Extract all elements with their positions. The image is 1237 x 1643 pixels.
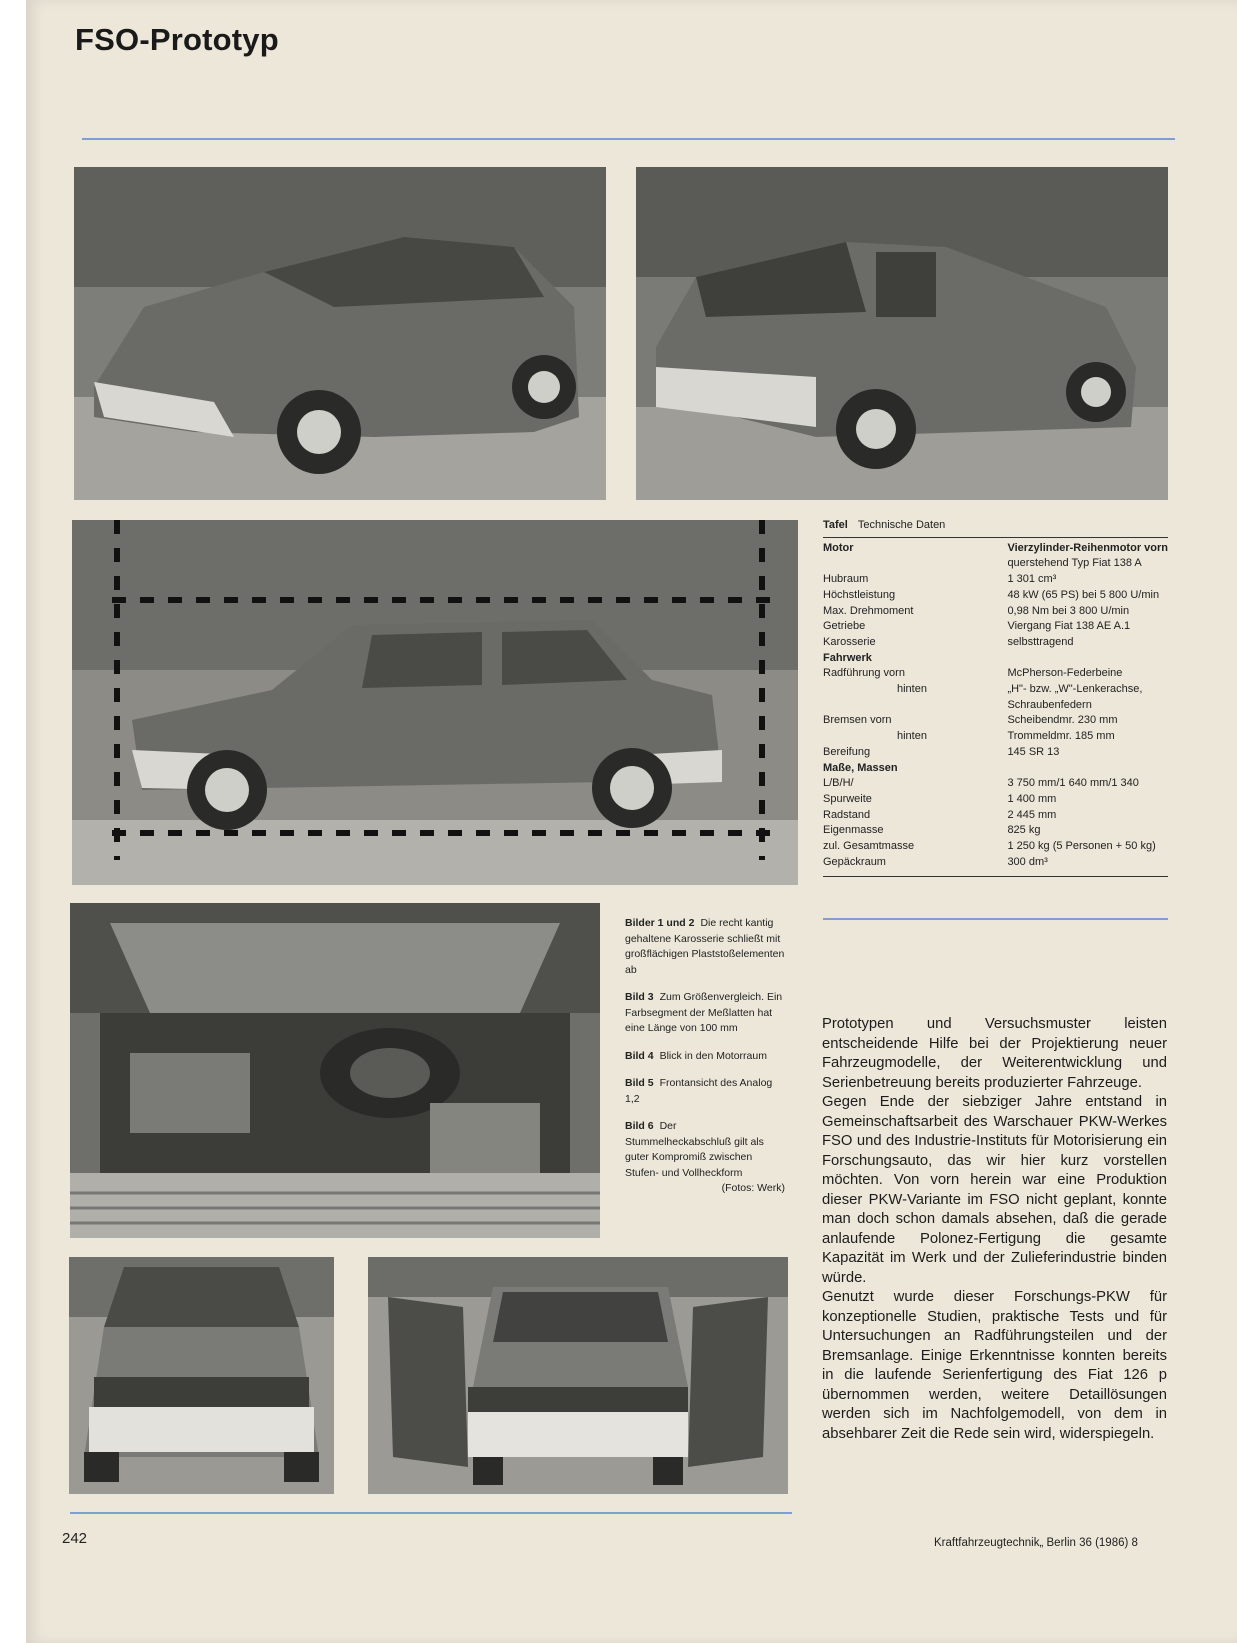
table-row-key: Bremsen vorn	[823, 714, 892, 727]
table-row-key: Motor	[823, 541, 854, 554]
table-row-value: „H"- bzw. „W"-Lenkerachse,	[1007, 683, 1143, 696]
photo-credit: (Fotos: Werk)	[721, 1182, 785, 1194]
table-row-value	[1007, 761, 1168, 777]
figure-caption-label: Bild 6	[625, 1120, 654, 1132]
table-row-key: Karosserie	[823, 635, 876, 648]
photo-car-front-3-4	[74, 167, 606, 500]
table-row	[823, 729, 1168, 745]
table-row-key: Hubraum	[823, 573, 869, 586]
photo-car-front	[69, 1257, 334, 1494]
table-row-key: hinten	[897, 730, 927, 743]
figure-caption-text: Die recht kantig gehaltene Karosserie schließt mit großflächigen Plaststoßelementen ab	[625, 917, 785, 976]
table-row	[823, 666, 1168, 682]
page-title: FSO-Prototyp	[75, 22, 279, 57]
table-row	[823, 776, 1168, 792]
table-row	[823, 651, 1168, 667]
table-row	[823, 839, 1168, 855]
table-row-value: 3 750 mm/1 640 mm/1 340	[1007, 777, 1139, 790]
table-row	[823, 823, 1168, 839]
figure-captions	[625, 916, 785, 1197]
body-paragraph: Gegen Ende der siebziger Jahre entstand in Gemeinschaftsarbeit des Warschauer PKW-Werkes FSO und des Industrie-Instituts für Motorisierung ein Forschungsauto, das wir hier kurz vorstellen möchten. Von vorn herein war eine Produktion dieser PKW-Variante im FSO nicht geplant, konnte man doch schon damals absehen, daß die gerade anlaufende Polonez-Fertigung die gesamte Kapazität im Werk und der Zulieferindustrie binden würde.	[822, 1094, 1167, 1286]
top-divider	[82, 138, 1175, 140]
footer-citation: Kraftfahrzeugtechnik„ Berlin 36 (1986) 8	[934, 1537, 1138, 1549]
table-row	[823, 619, 1168, 635]
table-row-key: Gepäckraum	[823, 855, 886, 868]
table-row-value: Viergang Fiat 138 AE A.1	[1007, 620, 1131, 633]
table-row-value	[1007, 651, 1168, 667]
table-caption	[823, 518, 1168, 534]
figure-caption	[625, 1119, 785, 1181]
bottom-divider	[70, 1512, 792, 1514]
table-caption-text: Technische Daten	[857, 519, 946, 531]
figure-caption	[625, 1076, 785, 1107]
table-row-value: 1 250 kg (5 Personen + 50 kg)	[1007, 840, 1156, 853]
table-row-key: Eigenmasse	[823, 824, 884, 837]
page-number: 242	[62, 1530, 88, 1547]
table-row-value: 2 445 mm	[1007, 808, 1057, 821]
figure-caption	[625, 916, 785, 978]
figure-caption-label: Bilder 1 und 2	[625, 917, 695, 929]
table-row-key: Radführung vorn	[823, 667, 905, 680]
table-row-key: Spurweite	[823, 792, 872, 805]
figure-caption-label: Bild 3	[625, 991, 654, 1003]
table-bottom-rule	[823, 876, 1168, 877]
table-row-key: zul. Gesamtmasse	[823, 840, 915, 853]
table-row-value: McPherson-Federbeine	[1007, 667, 1123, 680]
table-row-key: Höchstleistung	[823, 588, 896, 601]
table-caption-label: Tafel	[823, 519, 848, 531]
table-row-key	[823, 698, 1007, 714]
table-row	[823, 572, 1168, 588]
photo-car-side-measuring	[72, 520, 798, 885]
caption-list	[625, 916, 785, 1181]
table-row-value: 145 SR 13	[1007, 745, 1060, 758]
table-top-rule	[823, 537, 1168, 538]
figure-caption-text: Zum Größenvergleich. Ein Farbsegment der Meßlatten hat eine Länge von 100 mm	[625, 991, 783, 1034]
table-row-value: selbsttragend	[1007, 635, 1074, 648]
table-row	[823, 808, 1168, 824]
photo-car-rear-doors-open	[368, 1257, 788, 1494]
table-row	[823, 713, 1168, 729]
table-row-key: Radstand	[823, 808, 871, 821]
table-row	[823, 682, 1168, 698]
table-row-value: Scheibendmr. 230 mm	[1007, 714, 1118, 727]
table-row-key: Bereifung	[823, 745, 871, 758]
table-row-key: Maße, Massen	[823, 761, 898, 774]
table-row-value: Trommeldmr. 185 mm	[1007, 730, 1115, 743]
figure-caption-label: Bild 4	[625, 1049, 654, 1062]
table-row-key: L/B/H/	[823, 777, 854, 790]
table-row	[823, 698, 1168, 714]
table-body	[823, 541, 1168, 871]
table-row-value: 825 kg	[1007, 824, 1041, 837]
photo-car-rear-3-4	[636, 167, 1168, 500]
figure-caption-text: Blick in den Motorraum	[659, 1049, 767, 1062]
table-row-value: querstehend Typ Fiat 138 A	[1007, 557, 1142, 570]
table-row-value: 0,98 Nm bei 3 800 U/min	[1007, 604, 1130, 617]
table-row	[823, 761, 1168, 777]
table-row	[823, 541, 1168, 557]
article-body	[822, 1015, 1167, 1444]
table-row	[823, 792, 1168, 808]
table-row-value: 1 301 cm³	[1007, 573, 1057, 586]
table-row	[823, 635, 1168, 651]
figure-caption-label: Bild 5	[625, 1077, 654, 1089]
body-paragraph: Genutzt wurde dieser Forschungs-PKW für konzeptionelle Studien, praktische Tests und für Untersuchungen an Radführungsteilen und der Bremsanlage. Einige Erkenntnisse konnten bereits in die laufende Serienfertigung des Fiat 126 p übernommen werden, weitere Detaillösungen werden sich im Nachfolgemodell, von dem in absehbarer Zeit die Rede sein wird, widerspiegeln.	[822, 1289, 1167, 1442]
table-row-value: Vierzylinder-Reihenmotor vorn	[1007, 541, 1168, 554]
figure-caption-text: Frontansicht des Analog 1,2	[625, 1077, 773, 1105]
table-row	[823, 604, 1168, 620]
table-row	[823, 556, 1168, 572]
table-row-key	[823, 556, 1007, 572]
table-row	[823, 855, 1168, 871]
body-paragraph: Prototypen und Versuchsmuster leisten entscheidende Hilfe bei der Projektierung neuer Fahrzeugmodelle, der Weiterentwicklung und Serienbetreuung bereits produzierter Fahrzeuge.	[822, 1016, 1167, 1091]
table-row-value: Schraubenfedern	[1007, 698, 1092, 711]
figure-caption-text: Der Stummelheckabschluß gilt als guter Kompromiß zwischen Stufen- und Vollheckform	[625, 1120, 764, 1179]
technical-data-table	[823, 518, 1168, 877]
figure-caption	[625, 1049, 785, 1065]
table-row-key: Fahrwerk	[823, 651, 872, 664]
table-row-value: 300 dm³	[1007, 855, 1048, 868]
table-row-value: 48 kW (65 PS) bei 5 800 U/min	[1007, 588, 1160, 601]
table-row-key: Getriebe	[823, 620, 866, 633]
figure-caption	[625, 990, 785, 1037]
table-row	[823, 588, 1168, 604]
table-row	[823, 745, 1168, 761]
table-divider	[823, 918, 1168, 920]
table-row-key: Max. Drehmoment	[823, 604, 914, 617]
photo-engine-bay	[70, 903, 600, 1238]
table-row-value: 1 400 mm	[1007, 792, 1057, 805]
table-row-key: hinten	[897, 683, 927, 696]
